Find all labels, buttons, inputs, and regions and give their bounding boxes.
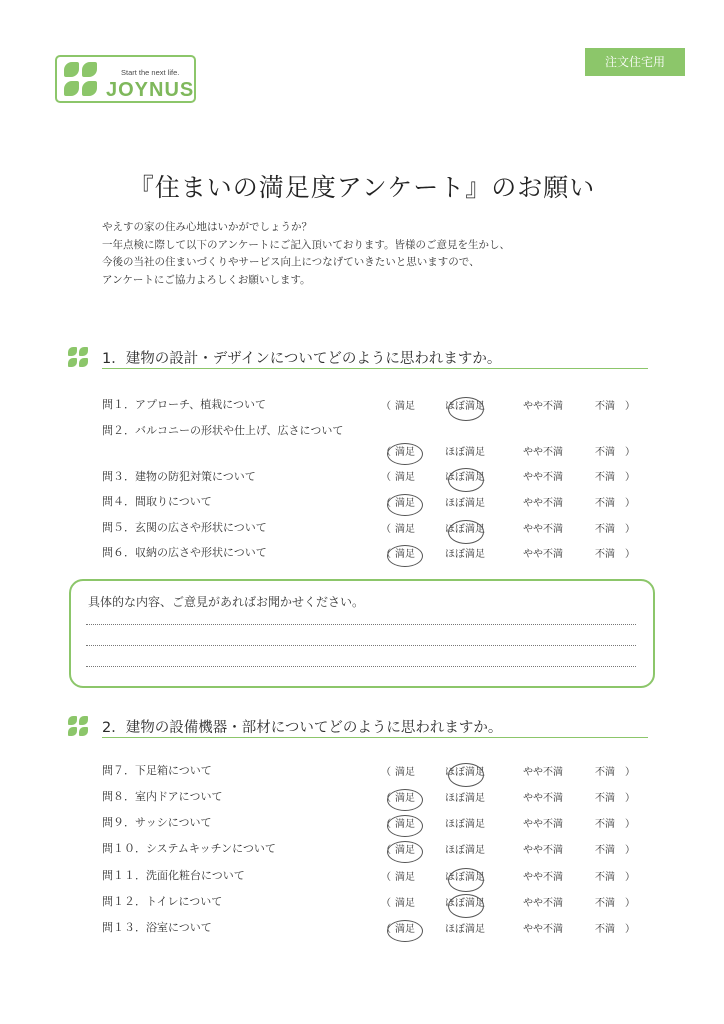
comment-writing-line: [86, 666, 636, 667]
selection-circle: [448, 894, 484, 918]
selection-circle: [387, 789, 423, 811]
scale-close-paren: ）: [625, 498, 635, 509]
intro-line: 一年点検に際して以下のアンケートにご記入頂いております。皆様のご意見を生かし、: [102, 238, 511, 251]
question-label: 問７．下足箱について: [102, 764, 212, 777]
scale-close-paren: ）: [625, 472, 635, 483]
clover-icon: [68, 347, 92, 369]
selection-circle: [448, 868, 484, 892]
answer-scale: [0, 397, 724, 411]
clover-icon: [68, 716, 92, 738]
option-dissatisfied[interactable]: 不満: [595, 793, 615, 804]
intro-line: 今後の当社の住まいづくりやサービス向上につなげていきたいと思いますので、: [102, 256, 480, 268]
answer-scale: [0, 520, 724, 534]
question-label: 問２．バルコニーの形状や仕上げ、広さについて: [102, 424, 344, 437]
option-somewhat-dissatisfied[interactable]: やや不満: [523, 549, 563, 560]
scale-open-paren: （: [381, 924, 391, 935]
option-somewhat-dissatisfied[interactable]: やや不満: [523, 872, 563, 883]
selection-circle: [387, 920, 423, 942]
selection-circle: [448, 520, 484, 544]
scale-open-paren: （: [381, 793, 391, 804]
scale-open-paren: （: [381, 549, 391, 560]
option-mostly-satisfied[interactable]: ほぼ満足: [445, 498, 485, 509]
option-dissatisfied[interactable]: 不満: [595, 767, 615, 778]
option-mostly-satisfied[interactable]: ほぼ満足: [445, 524, 485, 535]
intro-text: [102, 219, 510, 289]
question-label: 問６．収納の広さや形状について: [102, 546, 267, 559]
option-satisfied[interactable]: 満足: [395, 924, 415, 935]
scale-open-paren: （: [381, 872, 391, 883]
option-somewhat-dissatisfied[interactable]: やや不満: [523, 401, 563, 412]
answer-scale: [0, 789, 724, 803]
answer-scale: [0, 841, 724, 855]
option-somewhat-dissatisfied[interactable]: やや不満: [523, 793, 563, 804]
selection-circle: [387, 841, 423, 863]
option-dissatisfied[interactable]: 不満: [595, 401, 615, 412]
scale-close-paren: ）: [625, 549, 635, 560]
logo-brand: JOYNUS: [106, 79, 195, 101]
section2-heading: [68, 716, 648, 736]
option-dissatisfied[interactable]: 不満: [595, 924, 615, 935]
option-satisfied[interactable]: 満足: [395, 872, 415, 883]
option-somewhat-dissatisfied[interactable]: やや不満: [523, 819, 563, 830]
comment-writing-line: [86, 645, 636, 646]
option-dissatisfied[interactable]: 不満: [595, 472, 615, 483]
option-satisfied[interactable]: 満足: [395, 819, 415, 830]
question-label: 問４．間取りについて: [102, 495, 212, 508]
document-type-badge: 注文住宅用: [585, 48, 685, 76]
question-label: 問１１．洗面化粧台について: [102, 869, 245, 882]
section1-heading: [68, 347, 648, 367]
option-mostly-satisfied[interactable]: ほぼ満足: [445, 401, 485, 412]
option-satisfied[interactable]: 満足: [395, 767, 415, 778]
answer-scale: [0, 545, 724, 559]
question-label: 問９．サッシについて: [102, 816, 212, 829]
option-dissatisfied[interactable]: 不満: [595, 898, 615, 909]
selection-circle: [448, 763, 484, 787]
scale-close-paren: ）: [625, 845, 635, 856]
scale-close-paren: ）: [625, 898, 635, 909]
section-divider: [102, 368, 648, 369]
logo-tagline: Start the next life.: [121, 68, 180, 77]
answer-scale: [0, 763, 724, 777]
option-somewhat-dissatisfied[interactable]: やや不満: [523, 898, 563, 909]
scale-open-paren: （: [381, 898, 391, 909]
scale-open-paren: （: [381, 845, 391, 856]
scale-close-paren: ）: [625, 767, 635, 778]
option-mostly-satisfied[interactable]: ほぼ満足: [445, 872, 485, 883]
question-label: 問１３．浴室について: [102, 921, 212, 934]
scale-open-paren: （: [381, 447, 391, 458]
scale-close-paren: ）: [625, 924, 635, 935]
option-satisfied[interactable]: 満足: [395, 793, 415, 804]
option-satisfied[interactable]: 満足: [395, 447, 415, 458]
comment-box[interactable]: [69, 579, 655, 688]
option-somewhat-dissatisfied[interactable]: やや不満: [523, 472, 563, 483]
option-satisfied[interactable]: 満足: [395, 845, 415, 856]
company-logo: [55, 55, 196, 103]
option-dissatisfied[interactable]: 不満: [595, 845, 615, 856]
intro-line: アンケートにご協力よろしくお願いします。: [102, 273, 311, 286]
scale-open-paren: （: [381, 524, 391, 535]
option-somewhat-dissatisfied[interactable]: やや不満: [523, 767, 563, 778]
logo-leaf-icon: [64, 81, 79, 96]
comment-writing-line: [86, 624, 636, 625]
question-label: 問３．建物の防犯対策について: [102, 470, 256, 483]
question-label: 問１．アプローチ、植栽について: [102, 398, 267, 411]
option-mostly-satisfied[interactable]: ほぼ満足: [445, 924, 485, 935]
scale-open-paren: （: [381, 401, 391, 412]
option-dissatisfied[interactable]: 不満: [595, 524, 615, 535]
intro-line: やえすの家の住み心地はいかがでしょうか？: [102, 221, 312, 233]
comment-label: 具体的な内容、ご意見があればお聞かせください。: [88, 595, 365, 609]
scale-open-paren: （: [381, 472, 391, 483]
logo-leaf-icon: [64, 62, 79, 77]
option-somewhat-dissatisfied[interactable]: やや不満: [523, 447, 563, 458]
section1-title: 1．建物の設計・デザインについてどのように思われますか。: [102, 351, 502, 367]
question-label: 問５．玄関の広さや形状について: [102, 521, 267, 534]
answer-scale: [0, 494, 724, 508]
section2-title: 2．建物の設備機器・部材についてどのように思われますか。: [102, 720, 503, 736]
option-satisfied[interactable]: 満足: [395, 498, 415, 509]
selection-circle: [387, 545, 423, 567]
scale-close-paren: ）: [625, 524, 635, 535]
option-somewhat-dissatisfied[interactable]: やや不満: [523, 924, 563, 935]
option-satisfied[interactable]: 満足: [395, 472, 415, 483]
scale-close-paren: ）: [625, 447, 635, 458]
option-dissatisfied[interactable]: 不満: [595, 498, 615, 509]
selection-circle: [387, 815, 423, 837]
option-mostly-satisfied[interactable]: ほぼ満足: [445, 845, 485, 856]
option-mostly-satisfied[interactable]: ほぼ満足: [445, 898, 485, 909]
option-somewhat-dissatisfied[interactable]: やや不満: [523, 498, 563, 509]
scale-open-paren: （: [381, 767, 391, 778]
answer-scale: [0, 468, 724, 482]
option-mostly-satisfied[interactable]: ほぼ満足: [445, 819, 485, 830]
option-satisfied[interactable]: 満足: [395, 524, 415, 535]
question-label: 問１２．トイレについて: [102, 895, 223, 908]
selection-circle: [387, 494, 423, 516]
option-satisfied[interactable]: 満足: [395, 401, 415, 412]
answer-scale: [0, 868, 724, 882]
scale-open-paren: （: [381, 819, 391, 830]
scale-open-paren: （: [381, 498, 391, 509]
scale-close-paren: ）: [625, 401, 635, 412]
option-mostly-satisfied[interactable]: ほぼ満足: [445, 767, 485, 778]
scale-close-paren: ）: [625, 819, 635, 830]
question-label: 問８．室内ドアについて: [102, 790, 223, 803]
answer-scale: [0, 815, 724, 829]
answer-scale: [0, 920, 724, 934]
scale-close-paren: ）: [625, 793, 635, 804]
section-divider: [102, 737, 648, 738]
option-mostly-satisfied[interactable]: ほぼ満足: [445, 472, 485, 483]
option-mostly-satisfied[interactable]: ほぼ満足: [445, 793, 485, 804]
question-label: 問１０．システムキッチンについて: [102, 842, 276, 855]
option-satisfied[interactable]: 満足: [395, 549, 415, 560]
selection-circle: [448, 468, 484, 492]
option-mostly-satisfied[interactable]: ほぼ満足: [445, 447, 485, 458]
scale-close-paren: ）: [625, 872, 635, 883]
option-dissatisfied[interactable]: 不満: [595, 447, 615, 458]
logo-leaf-icon: [82, 62, 97, 77]
option-dissatisfied[interactable]: 不満: [595, 549, 615, 560]
answer-scale: [0, 443, 724, 457]
answer-scale: [0, 894, 724, 908]
option-satisfied[interactable]: 満足: [395, 898, 415, 909]
option-mostly-satisfied[interactable]: ほぼ満足: [445, 549, 485, 560]
option-somewhat-dissatisfied[interactable]: やや不満: [523, 845, 563, 856]
option-somewhat-dissatisfied[interactable]: やや不満: [523, 524, 563, 535]
selection-circle: [448, 397, 484, 421]
option-dissatisfied[interactable]: 不満: [595, 819, 615, 830]
option-dissatisfied[interactable]: 不満: [595, 872, 615, 883]
selection-circle: [387, 443, 423, 465]
logo-leaf-icon: [82, 81, 97, 96]
page-title: 『住まいの満足度アンケート』のお願い: [128, 173, 596, 202]
